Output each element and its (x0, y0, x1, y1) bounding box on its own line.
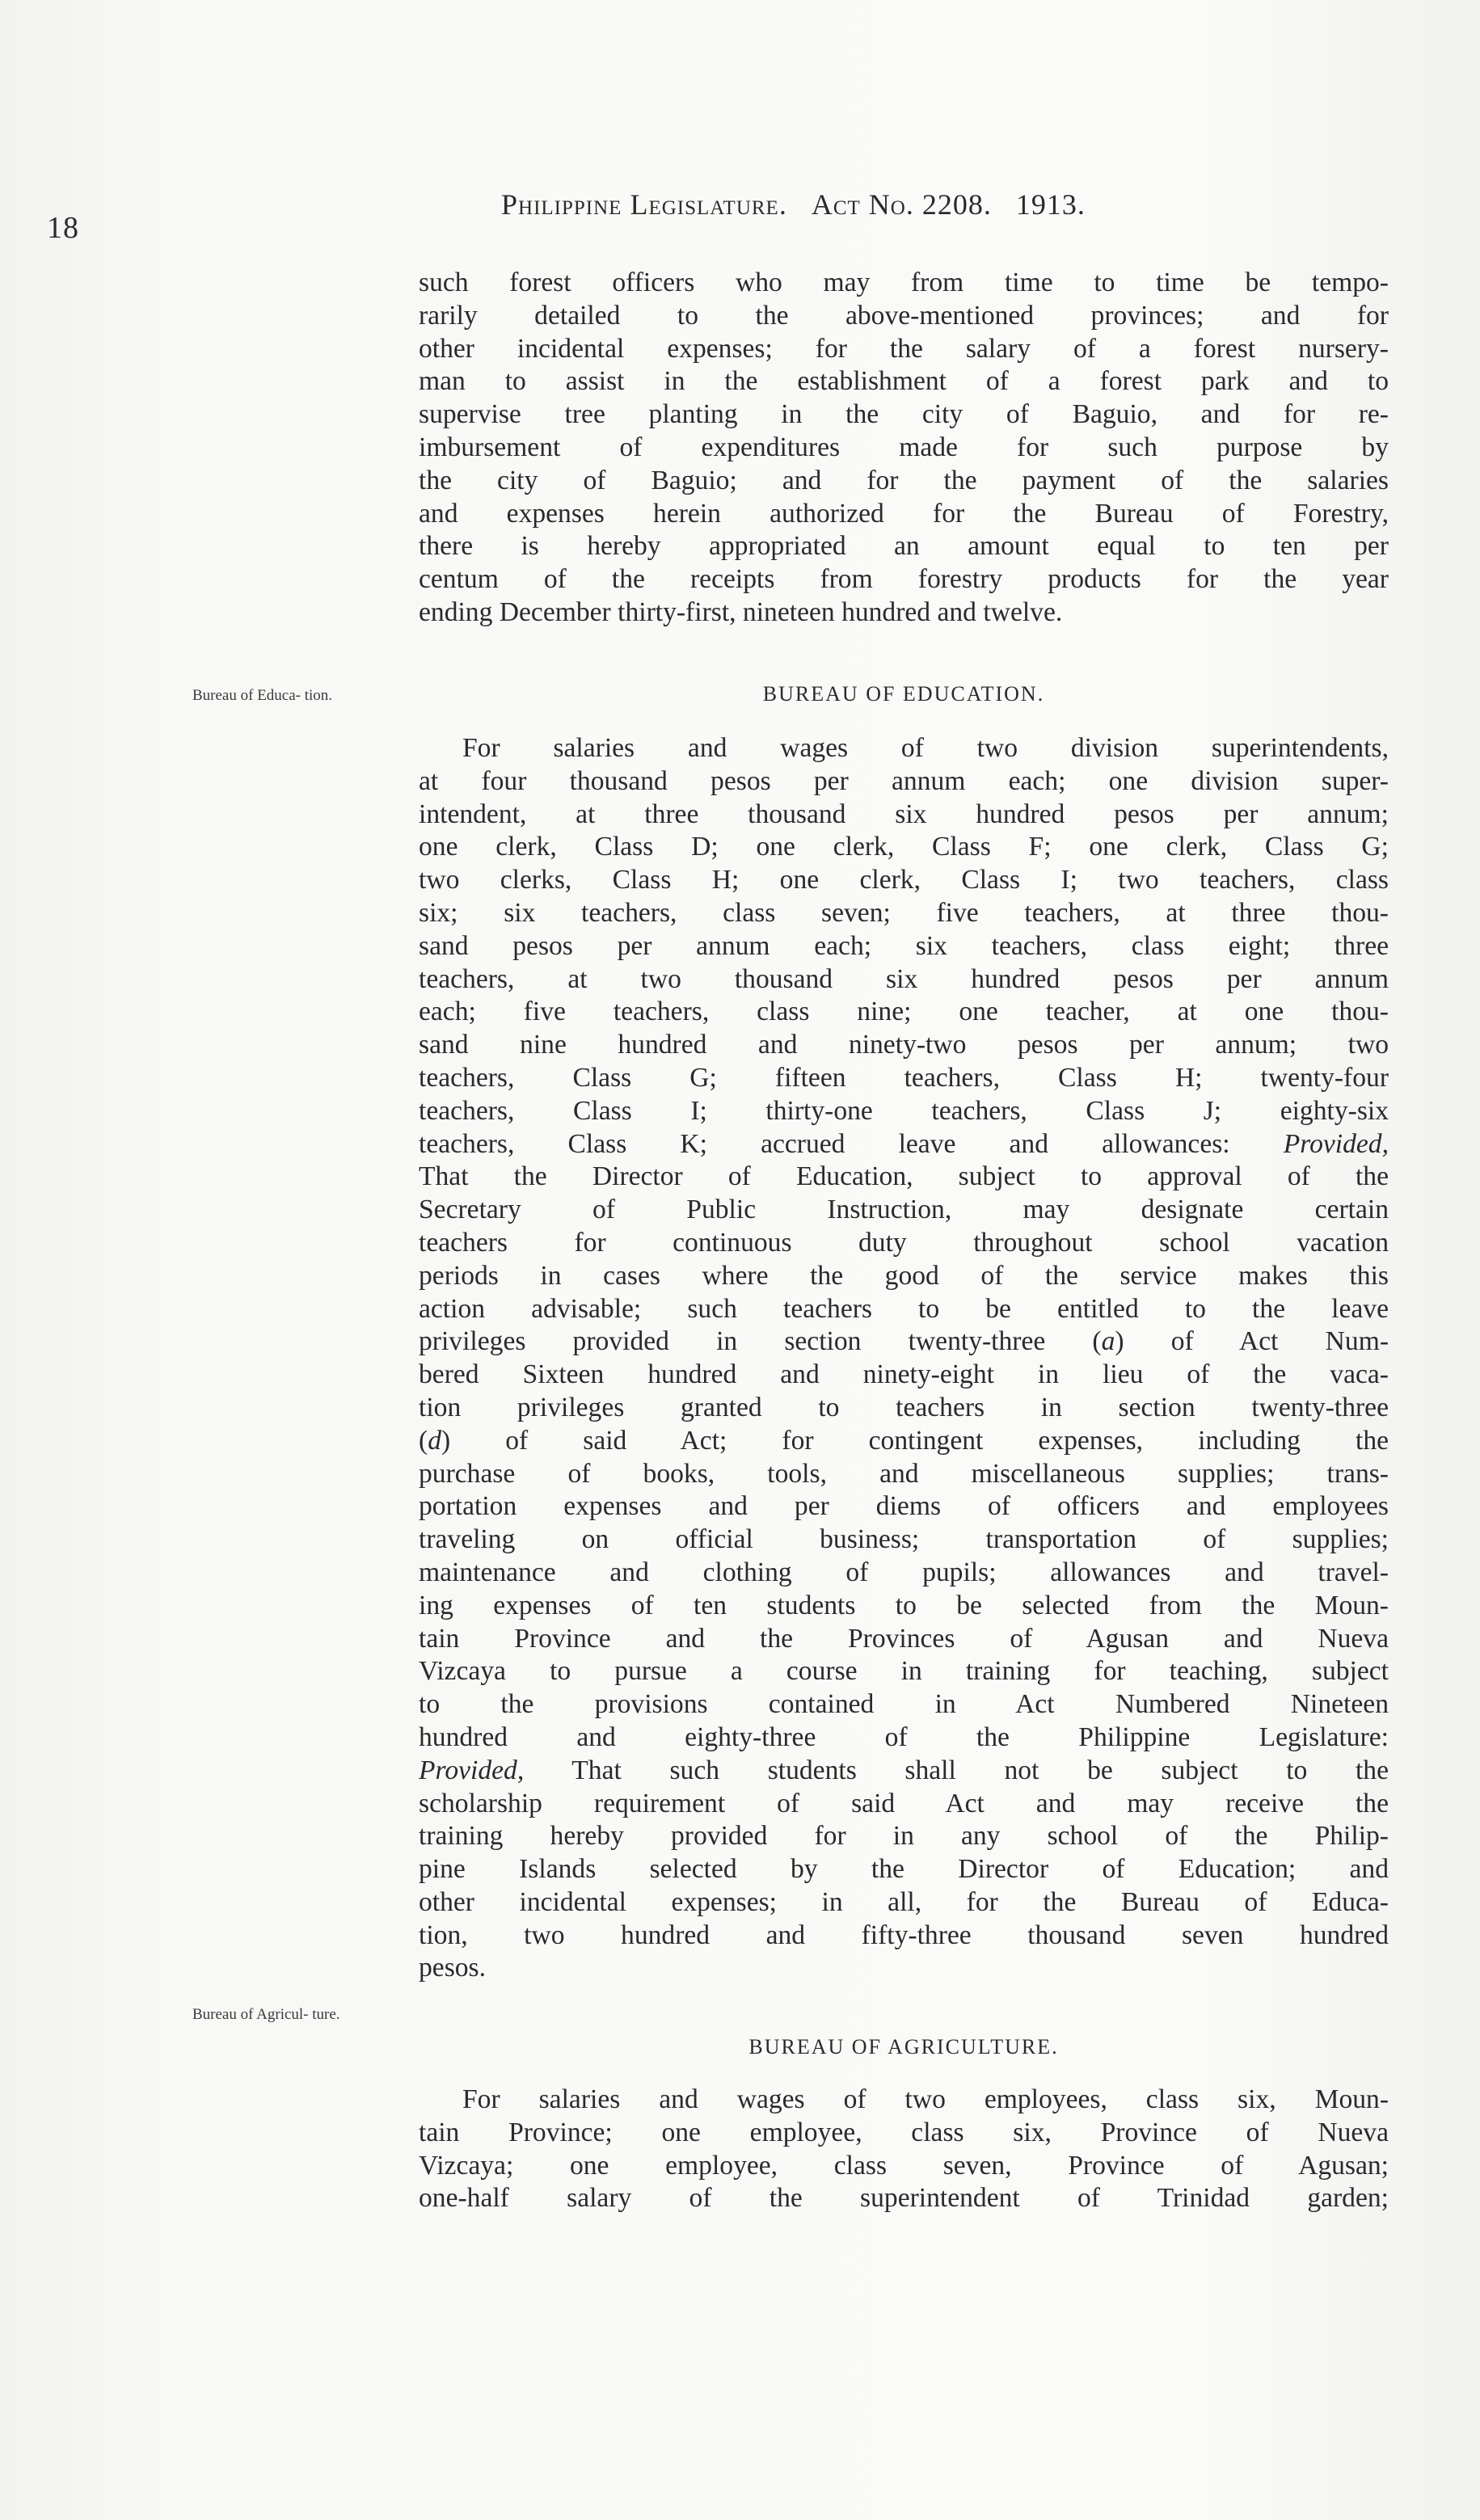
sidenote-agriculture: Bureau of Agricul- ture. (192, 2006, 340, 2023)
text-line: one clerk, Class D; one clerk, Class F; one clerk, Class G; (419, 832, 1389, 862)
text-line: scholarship requirement of said Act and may receive the (419, 1788, 1389, 1818)
text-line: centum of the receipts from forestry products for the year (419, 564, 1389, 595)
education-paragraph (419, 732, 1389, 1985)
text-line: tion, two hundred and fifty-three thousand seven hundred (419, 1919, 1389, 1950)
text-line: tain Province and the Provinces of Agusan and Nueva (419, 1623, 1389, 1654)
text-line: teachers, Class G; fifteen teachers, Class H; twenty-four (419, 1062, 1389, 1093)
text-line: and expenses herein authorized for the Bureau of Forestry, (419, 498, 1389, 529)
text-line: at four thousand pesos per annum each; one division super- (419, 765, 1389, 796)
text-line: imbursement of expenditures made for such purpose by (419, 432, 1389, 462)
text-line: other incidental expenses; in all, for the Bureau of Educa- (419, 1886, 1389, 1917)
text-line: there is hereby appropriated an amount equal to ten per (419, 531, 1389, 562)
text-line: six; six teachers, class seven; five teachers, at three thou- (419, 897, 1389, 928)
agriculture-paragraph (419, 2084, 1389, 2215)
text-line: pine Islands selected by the Director of Education; and (419, 1854, 1389, 1885)
text-line: teachers, Class I; thirty-one teachers, Class J; eighty-six (419, 1095, 1389, 1126)
text-fragment: of Act Num- (1170, 1326, 1389, 1357)
text-line: ing expenses of ten students to be selected from the Moun- (419, 1590, 1389, 1620)
text-line: Secretary of Public Instruction, may designate certain (419, 1195, 1389, 1225)
text-line: periods in cases where the good of the service makes this (419, 1260, 1389, 1291)
running-head (501, 188, 1086, 221)
sidenote-education: Bureau of Educa- tion. (192, 687, 333, 704)
text-fragment: of said Act; for contingent expenses, including the (505, 1425, 1389, 1456)
text-line: two clerks, Class H; one clerk, Class I; two teachers, class (419, 865, 1389, 895)
text-line: For salaries and wages of two employees, class six, Moun- (462, 2084, 1389, 2114)
text-line: each; five teachers, class nine; one teacher, at one thou- (419, 997, 1389, 1027)
running-head-title: Philippine Legislature. (501, 188, 787, 221)
text-line: teachers, at two thousand six hundred pesos per annum (419, 963, 1389, 994)
text-line: action advisable; such teachers to be entitled to the leave (419, 1293, 1389, 1324)
text-line: Vizcaya; one employee, class seven, Province of Agusan; (419, 2150, 1389, 2181)
text-line (419, 1755, 1389, 1788)
text-line: portation expenses and per diems of officers and employees (419, 1491, 1389, 1522)
section-heading-education: BUREAU OF EDUCATION. (762, 682, 1045, 706)
paren-d-italic: d (428, 1425, 441, 1456)
text-line: tion privileges granted to teachers in section twenty-three (419, 1392, 1389, 1422)
text-line: such forest officers who may from time to time be tempo- (419, 268, 1389, 297)
text-line: maintenance and clothing of pupils; allowances and travel- (419, 1557, 1389, 1587)
text-line: For salaries and wages of two division superintendents, (462, 733, 1389, 763)
text-fragment: privileges provided in section twenty-three (419, 1326, 1046, 1357)
running-head-year: 1913. (1015, 188, 1086, 221)
text-line: hundred and eighty-three of the Philippine Legislature: (419, 1721, 1389, 1752)
text-line: tain Province; one employee, class six, Province of Nueva (419, 2117, 1389, 2147)
section-heading-agriculture: BUREAU OF AGRICULTURE. (748, 2035, 1059, 2059)
text-line: sand pesos per annum each; six teachers, class eight; three (419, 930, 1389, 961)
text-line: bered Sixteen hundred and ninety-eight in lieu of the vaca- (419, 1359, 1389, 1390)
text-line: sand nine hundred and ninety-two pesos per annum; two (419, 1030, 1389, 1060)
text-fragment: That such students shall not be subject to the (571, 1755, 1389, 1785)
text-line: one-half salary of the superintendent of Trinidad garden; (419, 2183, 1389, 2214)
text-line: (d) of said Act; for contingent expenses, including the (419, 1425, 1389, 1456)
page-number: 18 (47, 211, 79, 245)
text-line: traveling on official business; transportation of supplies; (419, 1524, 1389, 1555)
text-line: intendent, at three thousand six hundred pesos per annum; (419, 799, 1389, 829)
text-line: Vizcaya to pursue a course in training for teaching, subject (419, 1656, 1389, 1687)
text-line: man to assist in the establishment of a forest park and to (419, 366, 1389, 397)
text-line: rarily detailed to the above-mentioned provinces; and for (419, 300, 1389, 331)
provided-italic: Provided, (1283, 1128, 1389, 1159)
running-head-act: Act No. 2208. (811, 188, 992, 221)
text-line: That the Director of Education, subject to approval of the (419, 1161, 1389, 1192)
text-fragment: teachers, Class K; accrued leave and allowances: (419, 1128, 1230, 1159)
text-line: training hereby provided for in any school of the Philip- (419, 1821, 1389, 1852)
text-line: purchase of books, tools, and miscellaneous supplies; trans- (419, 1458, 1389, 1489)
text-line: pesos. (419, 1953, 487, 1983)
text-line: ending December thirty-first, nineteen hundred and twelve. (419, 596, 1063, 627)
text-line: other incidental expenses; for the salary of a forest nursery- (419, 333, 1389, 364)
text-line: to the provisions contained in Act Numbered Nineteen (419, 1689, 1389, 1720)
forestry-continuation (419, 267, 1389, 630)
text-line: the city of Baguio; and for the payment of the salaries (419, 465, 1389, 495)
text-line: teachers for continuous duty throughout school vacation (419, 1227, 1389, 1258)
text-line (419, 1128, 1389, 1161)
text-line: privileges provided in section twenty-three (a) of Act Num- (419, 1326, 1389, 1357)
text-line: supervise tree planting in the city of Baguio, and for re- (419, 399, 1389, 430)
provided-italic: Provided, (419, 1755, 525, 1785)
paren-a-italic: a (1101, 1326, 1115, 1357)
